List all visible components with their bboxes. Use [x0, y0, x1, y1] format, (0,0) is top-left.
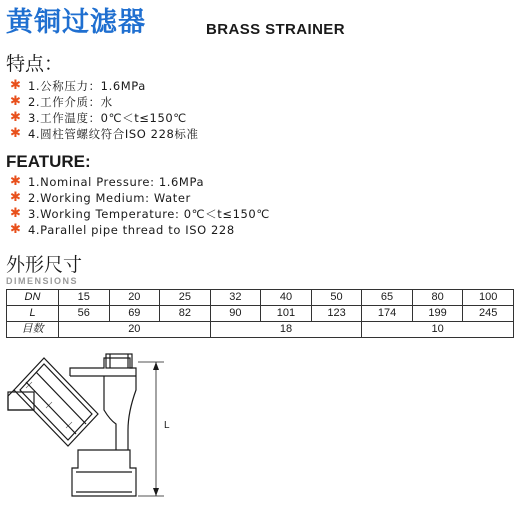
table-cell: 123 [311, 306, 362, 322]
feature-en-item: ✱ 4.Parallel pipe thread to ISO 228 [10, 222, 235, 237]
star-bullet-icon: ✱ [10, 110, 22, 125]
features-en-list [6, 174, 270, 238]
table-cell: 25 [160, 290, 211, 306]
star-bullet-icon: ✱ [10, 174, 22, 189]
feature-cn-item: ✱ 4.圆柱管螺纹符合ISO 228标准 [10, 126, 199, 141]
table-cell: 100 [463, 290, 514, 306]
features-en-section [6, 151, 270, 238]
table-row-l [7, 306, 514, 322]
table-row-dn [7, 290, 514, 306]
star-bullet-icon: ✱ [10, 190, 22, 205]
dimensions-table [6, 289, 514, 338]
feature-cn-item: ✱ 3.工作温度：0℃＜t≤150℃ [10, 110, 187, 125]
page-title-en: BRASS STRAINER [206, 21, 345, 38]
features-cn-heading: 特点： [6, 53, 64, 75]
table-cell: 20 [59, 322, 211, 338]
table-cell: 40 [261, 290, 312, 306]
table-cell: 65 [362, 290, 413, 306]
table-cell: 20 [109, 290, 160, 306]
table-cell: 245 [463, 306, 514, 322]
table-cell: 56 [59, 306, 110, 322]
star-bullet-icon: ✱ [10, 206, 22, 221]
table-cell: 82 [160, 306, 211, 322]
feature-en-item: ✱ 2.Working Medium: Water [10, 190, 191, 205]
star-bullet-icon: ✱ [10, 222, 22, 237]
table-cell: 50 [311, 290, 362, 306]
table-cell: 10 [362, 322, 514, 338]
features-cn-section [6, 52, 199, 142]
star-bullet-icon: ✱ [10, 94, 22, 109]
features-cn-list [6, 78, 199, 142]
star-bullet-icon: ✱ [10, 126, 22, 141]
row-header-l: L [7, 306, 59, 322]
features-en-heading: FEATURE: [6, 152, 91, 171]
feature-cn-item: ✱ 2.工作介质：水 [10, 94, 113, 109]
table-cell: 32 [210, 290, 261, 306]
row-header-mesh: 目数 [7, 322, 59, 338]
feature-en-item: ✱ 3.Working Temperature: 0℃＜t≤150℃ [10, 206, 270, 221]
table-cell: 90 [210, 306, 261, 322]
table-cell: 18 [210, 322, 362, 338]
table-cell: 80 [412, 290, 463, 306]
feature-en-item: ✱ 1.Nominal Pressure: 1.6MPa [10, 174, 205, 189]
page-title-cn: 黄铜过滤器 [6, 7, 146, 38]
table-row-mesh [7, 322, 514, 338]
table-cell: 69 [109, 306, 160, 322]
table-cell: 101 [261, 306, 312, 322]
table-cell: 199 [412, 306, 463, 322]
strainer-drawing [6, 350, 196, 502]
dimensions-heading-en: DIMENSIONS [6, 276, 79, 286]
table-cell: 174 [362, 306, 413, 322]
feature-cn-item: ✱ 1.公称压力：1.6MPa [10, 78, 146, 93]
dimensions-heading-cn: 外形尺寸 [6, 254, 83, 276]
star-bullet-icon: ✱ [10, 78, 22, 93]
row-header-dn: DN [7, 290, 59, 306]
table-cell: 15 [59, 290, 110, 306]
dimension-label-l: L [164, 420, 170, 431]
